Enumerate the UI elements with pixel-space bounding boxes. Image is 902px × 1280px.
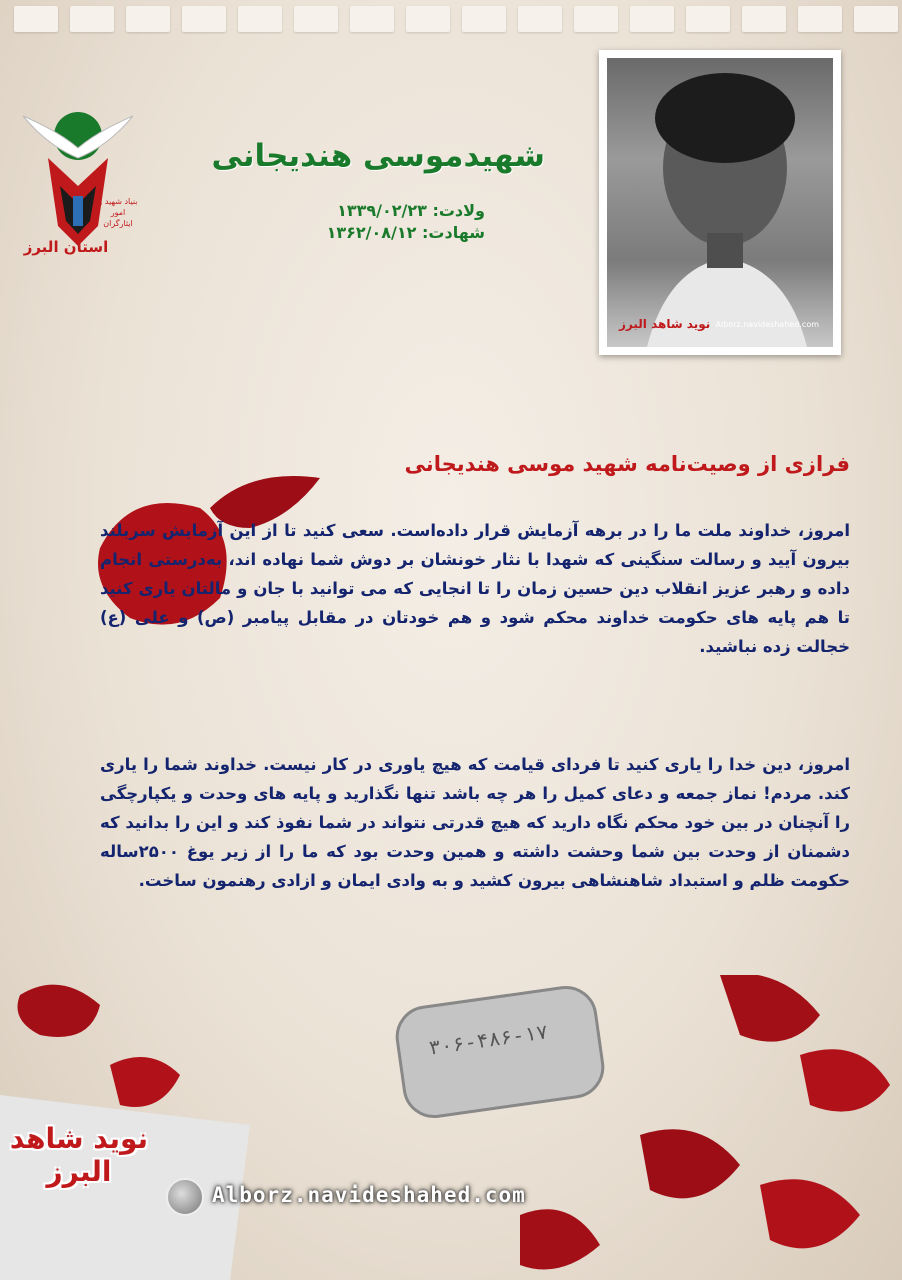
dates-block <box>270 200 485 244</box>
birth-label: ولادت: <box>432 201 485 220</box>
photo-watermark-url: Alborz.navideshahed.com <box>715 320 819 329</box>
portrait-image <box>607 58 833 347</box>
birth-date: ۱۳۳۹/۰۲/۲۳ <box>337 201 427 220</box>
globe-icon <box>166 1178 204 1216</box>
martyrdom-date: ۱۳۶۲/۰۸/۱۲ <box>326 223 417 242</box>
martyrdom-date-row <box>270 222 485 244</box>
province-label: استان البرز <box>23 238 109 256</box>
footer-brand-logo: نوید شاهد البرز <box>9 1122 149 1188</box>
will-excerpt-heading: فرازی از وصیت‌نامه شهید موسی هندیجانی <box>404 452 850 476</box>
martyrdom-label: شهادت: <box>422 223 485 242</box>
will-paragraph-1: امروز، خداوند ملت ما را در برهه آزمایش قرار داده‌است. سعی کنید تا از این آزمایش سربلند بیرون آیید و رسالت سنگینی که شهدا با نثار خونشان بر دوش شما نهاده اند، به‌درستی انجام داده و رهبر عزیز انقلاب دین حسین زمان را تا انجایی که می توانید با جان و مالتان یاری کنید تا هم پایه های حکومت خداوند محکم شود و هم خودتان در مقابل پیامبر (ص) و علی (ع) خجالت زده نباشید. <box>100 521 850 656</box>
dog-tag-number: ۳۰۶-۴۸۶-۱۷ <box>427 1019 550 1060</box>
photo-watermark-brand: نوید شاهد البرز <box>619 317 711 331</box>
footer-website-url[interactable]: Alborz.navideshahed.com <box>212 1183 526 1207</box>
foundation-logo-subtitle: بنیاد شهید و امور ایثارگران <box>98 197 138 228</box>
martyr-name-title: شهیدموسی هندیجانی <box>211 138 545 174</box>
will-paragraph-2: امروز، دین خدا را یاری کنید تا فردای قیامت که هیچ یاوری در کار نیست. خداوند شما را یاری کند. مردم! نماز جمعه و دعای کمیل را هر چه باشد تنها نگذارید و پایه های وحدت و یکپارچگی را آنچنان در بین خود محکم نگاه دارید که هیچ قدرتی نتواند در شما نفوذ کند و این را بدانید که دشمنان از وحدت بین شما وحشت داشته و همین وحدت بود که ما را از زیر یوغ ۲۵۰۰ساله حکومت ظلم و استبداد شاهنشاهی بیرون کشید و به وادی ایمان و ازادی رهنمون ساخت. <box>100 755 850 890</box>
dog-tag <box>380 985 610 1125</box>
portrait-photo <box>599 50 841 355</box>
birth-date-row <box>270 200 485 222</box>
torn-paper-tabs <box>0 0 902 34</box>
